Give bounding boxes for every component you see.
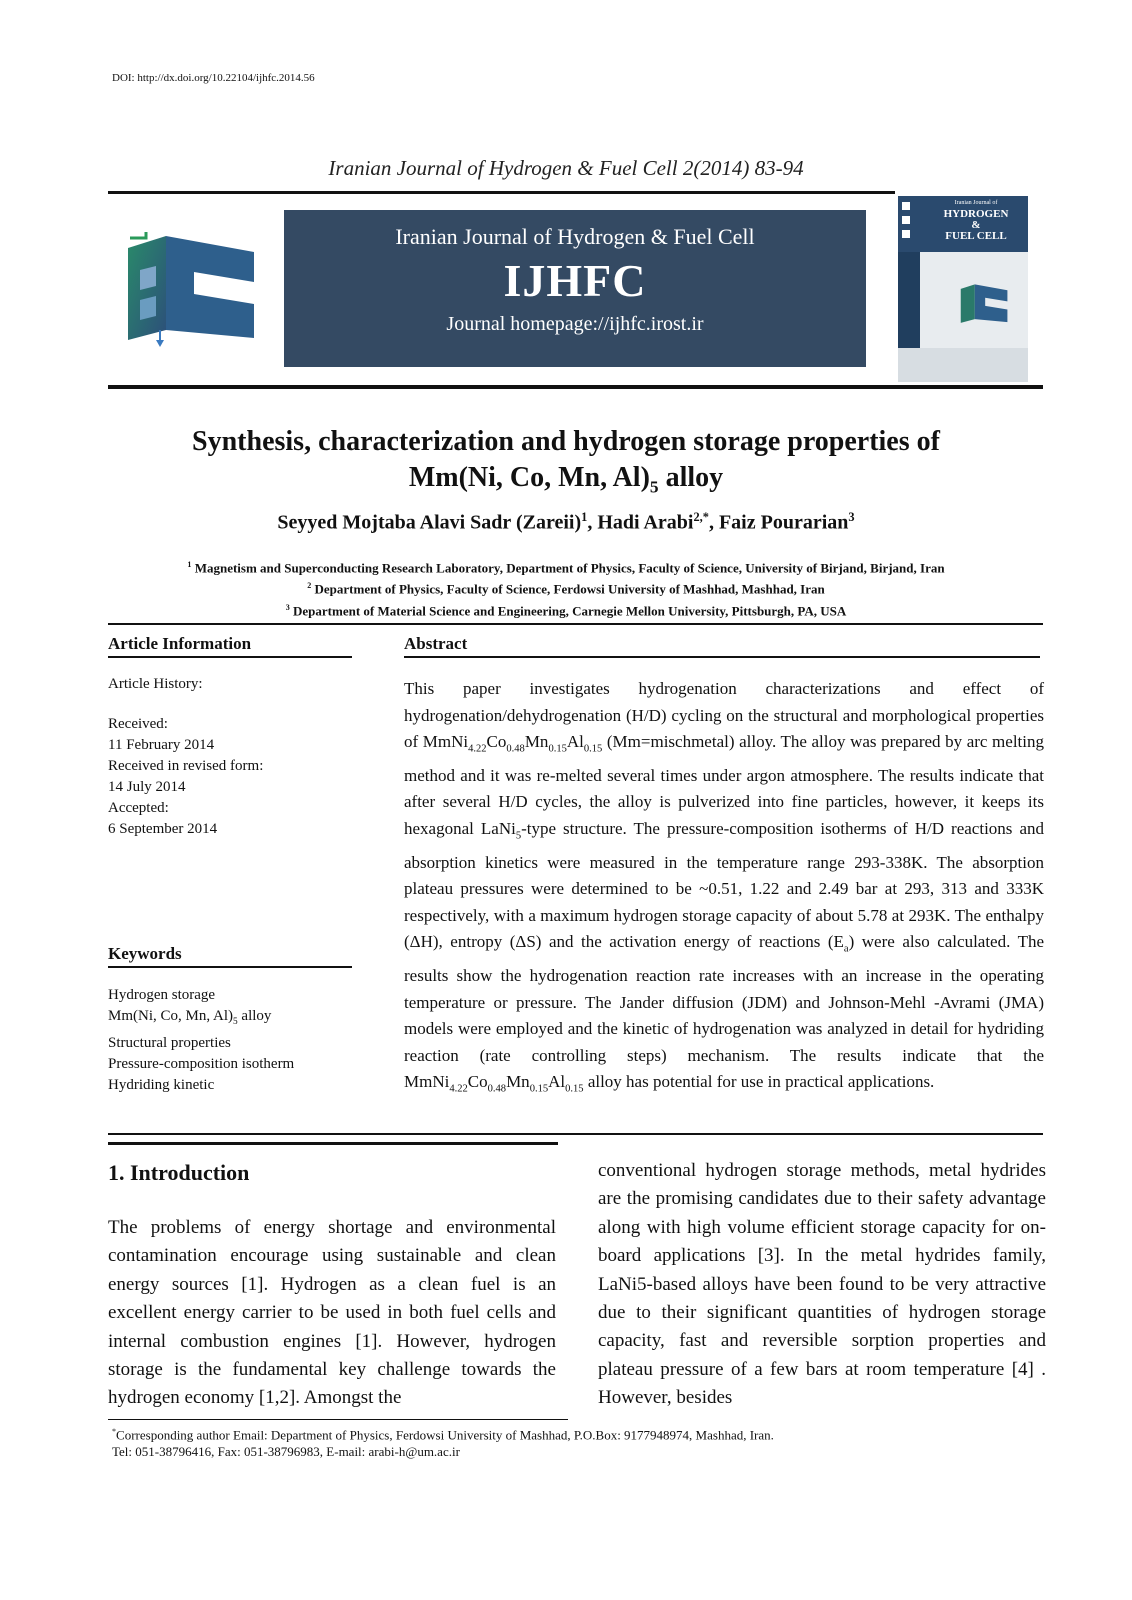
intro-heading-rule (108, 1142, 558, 1145)
intro-heading: 1. Introduction (108, 1160, 250, 1185)
affiliation-2: $^2$ Department of Physics, Faculty of Science, Ferdowsi University of Mashhad, Mashhad, Iran (307, 581, 825, 597)
abstract-underline (404, 656, 1040, 658)
doi-line: DOI: http://dx.doi.org/10.22104/ijhfc.2014.56 (112, 72, 315, 84)
abstract-heading: Abstract (404, 634, 468, 653)
paper-title: Synthesis, characterization and hydrogen storage properties of Mm(Ni, Co, Mn, $Al)_5$ alloy (192, 426, 940, 497)
keywords-underline (108, 966, 352, 968)
keyword-item: Mm(Ni, Co, Mn, $Al)_5$ alloy (108, 1008, 272, 1027)
keyword-item: Hydrogen storage (108, 987, 216, 1003)
cover-strip (898, 252, 920, 348)
affiliation-3: $^3$ Department of Material Science and Engineering, Carnegie Mellon University, Pittsburgh, PA, USA (285, 602, 847, 618)
affiliations (0, 556, 1132, 620)
cover-bullet (902, 202, 910, 210)
intro-column-left: The problems of energy shortage and environmental contamination encourage using sustainable and clean energy sources [1]. Hydrogen as a clean fuel is an excellent energy carrier to be used in both fuel cells and internal combustion engines [1]. However, hydrogen storage is the fundamental key challenge towards the hydrogen economy [1,2]. Amongst the (108, 1217, 556, 1409)
header-rule-top (108, 191, 895, 194)
keyword-item: Pressure-composition isotherm (108, 1056, 295, 1072)
author-list: Seyyed Mojtaba Alavi Sadr (Zareii)$^1$, Hadi Arabi$^{2,*}$, Faiz Pourarian$^3$ (277, 510, 855, 534)
footnote-rule (108, 1419, 568, 1420)
journal-logo (126, 230, 261, 348)
section-divider (108, 1133, 1043, 1135)
abstract-text: This paper investigates hydrogenation characterizations and effect of hydrogenation/dehydrogenation (H/D) cycling on the structural and morphological properties of $MmNi_{4.22}Co_{0.48}Mn_{0.15}Al_{0.15}$ (Mm=mischmetal) alloy. The alloy was prepared by arc melting method and it was re-melted several times under argon atmosphere. The results indicate that after several H/D cycles, the alloy is pulverized into fine particles, however, it keeps its hexagonal LaNi$_5$-type structure. The pressure-composition isotherms of H/D reactions and absorption kinetics were measured in the temperature range 293-338K. The absorption plateau pressures were determined to be ~0.51, 1.22 and 2.49 bar at 293, 313 and 333K respectively, with a maximum hydrogen storage capacity of about 5.78 at 293K. The enthalpy (ΔH), entropy (ΔS) and the activation energy of reactions $(E_a)$ were also calculated. The results show the hydrogenation reaction rate increases with an increase in the operating temperature or pressure. The Jander diffusion (JDM) and Johnson-Mehl -Avrami (JMA) models were employed and the kinetic of hydrogenation was analyzed in detail for hydriding reaction (rate controlling steps) mechanism. The results indicate that the $MmNi_{4.22}Co_{0.48}Mn_{0.15}Al_{0.15}$ alloy has potential for use in practical applications. (404, 679, 1044, 1095)
journal-banner (284, 210, 866, 367)
article-history: Article History: Received: 11 February 2014 Received in revised form: 14 July 2014 Accepted: 6 September 2014 (108, 676, 264, 837)
banner-journal-name: Iranian Journal of Hydrogen & Fuel Cell (395, 224, 755, 249)
article-info-heading: Article Information (108, 634, 252, 653)
banner-abbreviation: IJHFC (503, 255, 647, 306)
intro-column-right: conventional hydrogen storage methods, metal hydrides are the promising candidates due to their safety advantage along with high volume efficient storage capacity for on-board applications [3]. In the metal hydrides family, LaNi5-based alloys have been found to be very attractive due to their significant quantities of hydrogen storage capacity, fast and reversible sorption properties and plateau pressure of a few bars at room temperature [4] . However, besides (598, 1160, 1046, 1409)
header-rule-bottom (108, 385, 1043, 389)
section-divider (108, 623, 1043, 625)
keyword-item: Hydriding kinetic (108, 1077, 215, 1093)
keyword-item: Structural properties (108, 1035, 231, 1051)
keywords-heading: Keywords (108, 944, 182, 963)
cover-bullet (902, 230, 910, 238)
cover-bullet (902, 216, 910, 224)
journal-cover-thumbnail (898, 196, 1028, 382)
banner-homepage: Journal homepage://ijhfc.irost.ir (446, 313, 704, 335)
affiliation-1: $^1$ Magnetism and Superconducting Research Laboratory, Department of Physics, Faculty of Science, University of Birjand, Birjand, Iran (187, 560, 945, 576)
corresponding-author-footnote: *Corresponding author Email: Department of Physics, Ferdowsi University of Mashhad, P.O.Box: 9177948974, Mashhad, Iran. Tel: 051-38796416, Fax: 051-38796983, E-mail: arabi-h@um.ac.ir (112, 1427, 774, 1460)
running-header: Iranian Journal of Hydrogen & Fuel Cell 2(2014) 83-94 (328, 156, 804, 180)
cover-title: Iranian Journal of HYDROGEN & FUEL CELL (943, 200, 1009, 242)
cover-footer (898, 348, 1028, 382)
keyword-list (108, 985, 348, 1096)
cover-logo-icon (960, 282, 1010, 326)
article-info-underline (108, 656, 352, 658)
